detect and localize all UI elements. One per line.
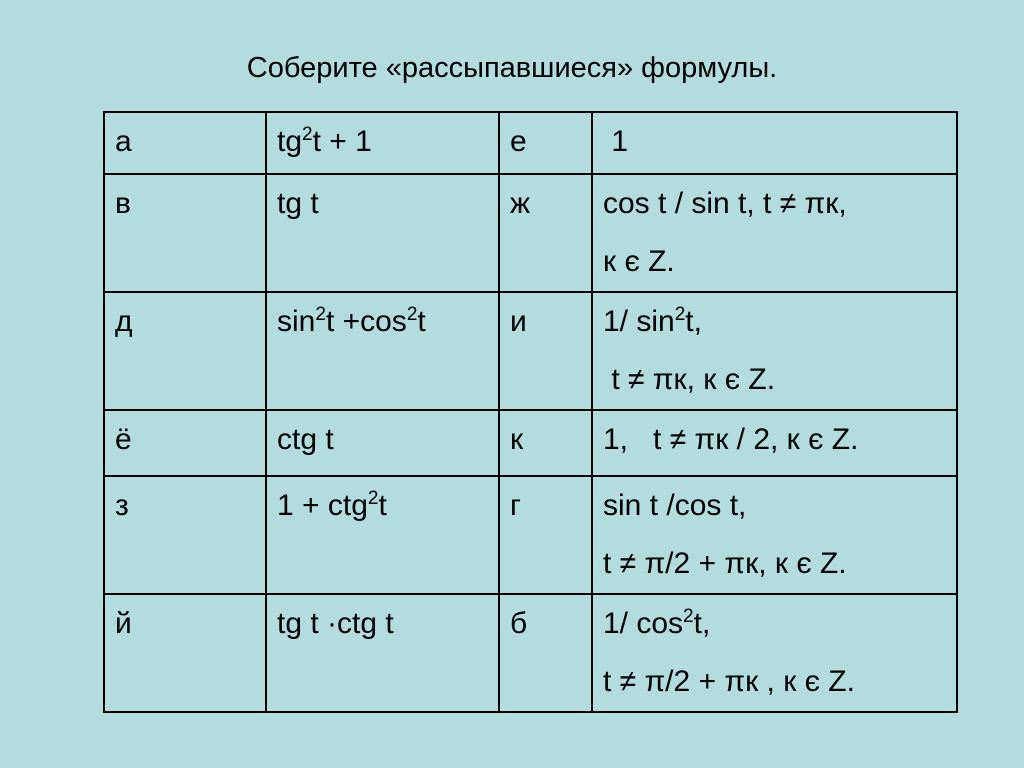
superscript: 2 xyxy=(302,124,313,145)
left-letter-cell xyxy=(104,174,266,292)
formula-line: t ≠ π/2 + πк , к є Z. xyxy=(603,665,855,698)
right-formula-cell xyxy=(592,594,957,712)
formula-part: t, xyxy=(693,607,711,640)
table-row xyxy=(104,476,957,594)
formula-part: 1 + ctg xyxy=(277,489,368,522)
table-row xyxy=(104,594,957,712)
right-formula-cell xyxy=(592,476,957,594)
right-letter-cell xyxy=(499,174,592,292)
right-letter-cell xyxy=(499,112,592,174)
right-formula-cell xyxy=(592,410,957,476)
right-formula-cell xyxy=(592,112,957,174)
table-row xyxy=(104,292,957,410)
left-formula-cell xyxy=(266,476,499,594)
formula-part: t + 1 xyxy=(312,125,372,158)
right-formula-cell xyxy=(592,174,957,292)
superscript: 2 xyxy=(367,488,379,509)
left-formula-cell xyxy=(266,594,499,712)
formula-line: к є Z. xyxy=(603,245,675,278)
formula-part: tg xyxy=(277,125,303,158)
left-letter-cell xyxy=(104,292,266,410)
right-letter: к xyxy=(510,423,524,456)
formula-part: tg t ·ctg t xyxy=(277,607,394,640)
right-letter: ж xyxy=(510,187,531,220)
right-letter-cell xyxy=(499,476,592,594)
formula-part: tg t xyxy=(277,187,319,220)
formula-line: 1, t ≠ πк / 2, к є Z. xyxy=(603,423,859,456)
formula-part: t xyxy=(417,305,426,338)
left-formula-cell xyxy=(266,174,499,292)
formula-line: cos t / sin t, t ≠ πк, xyxy=(603,187,847,220)
formula-part: t +cos xyxy=(325,305,407,338)
formula-line: 1 xyxy=(603,125,629,158)
table-row xyxy=(104,174,957,292)
left-letter-cell xyxy=(104,476,266,594)
left-letter: й xyxy=(115,607,132,640)
left-letter: а xyxy=(115,125,132,158)
table-row xyxy=(104,112,957,174)
superscript: 2 xyxy=(683,606,694,627)
formula-line: sin t /cos t, xyxy=(603,489,747,522)
left-letter-cell xyxy=(104,112,266,174)
formula-part: t, xyxy=(685,305,702,338)
left-letter-cell xyxy=(104,410,266,476)
left-letter: ё xyxy=(115,423,132,456)
formula-line xyxy=(603,293,956,351)
right-letter: б xyxy=(510,607,528,640)
formula-part: 1/ sin xyxy=(603,305,675,338)
right-letter-cell xyxy=(499,410,592,476)
left-letter: в xyxy=(115,187,131,220)
left-formula-cell xyxy=(266,292,499,410)
formula-part: ctg t xyxy=(277,423,334,456)
right-letter: г xyxy=(510,489,521,522)
right-formula-cell xyxy=(592,292,957,410)
formula-part: t xyxy=(378,489,387,522)
formula-line: t ≠ πк, к є Z. xyxy=(603,363,776,396)
left-letter-cell xyxy=(104,594,266,712)
left-letter: з xyxy=(115,489,129,522)
left-letter: д xyxy=(115,305,133,338)
right-letter: е xyxy=(510,125,527,158)
left-formula-cell xyxy=(266,410,499,476)
formula-line: t ≠ π/2 + πк, к є Z. xyxy=(603,547,847,580)
left-formula-cell xyxy=(266,112,499,174)
formula-part: sin xyxy=(277,305,316,338)
slide-title: Соберите «рассыпавшиеся» формулы. xyxy=(246,52,778,84)
superscript: 2 xyxy=(674,304,686,325)
superscript: 2 xyxy=(315,304,326,325)
superscript: 2 xyxy=(406,304,418,325)
formula-table xyxy=(103,111,958,713)
right-letter-cell xyxy=(499,594,592,712)
formula-line xyxy=(603,595,956,653)
right-letter-cell xyxy=(499,292,592,410)
formula-part: 1/ cos xyxy=(603,607,684,640)
right-letter: и xyxy=(510,305,527,338)
table-row xyxy=(104,410,957,476)
